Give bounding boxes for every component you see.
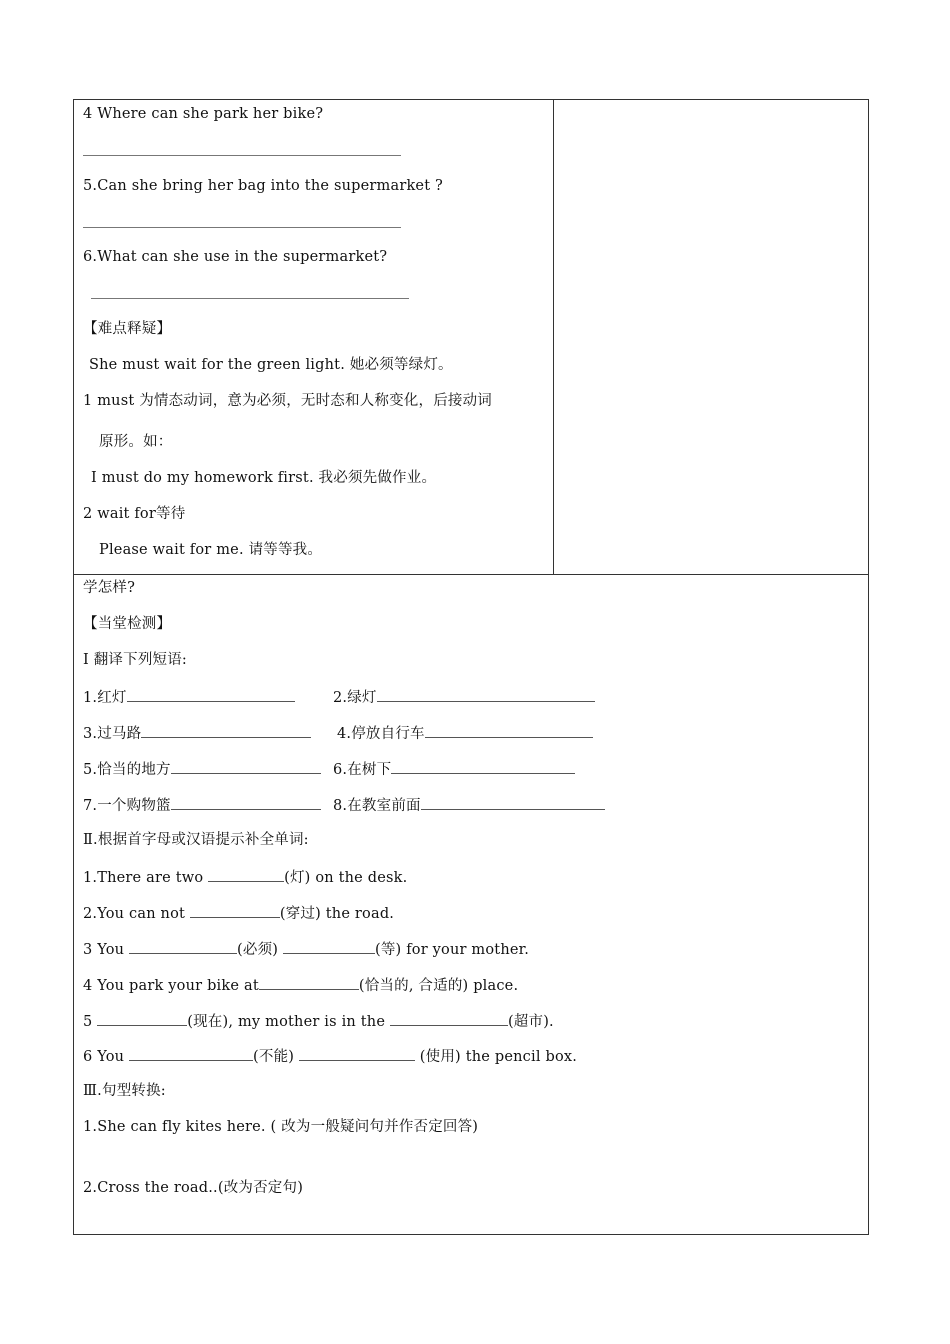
phrase-7: 7.一个购物篮: [83, 795, 321, 815]
phrase-2: 2.绿灯: [333, 687, 595, 707]
column-divider: [553, 100, 554, 575]
blank[interactable]: [377, 687, 595, 702]
blank[interactable]: [283, 939, 375, 954]
note-1-line-b: 原形。如：: [99, 434, 173, 450]
phrase-4: 4.停放自行车: [337, 723, 593, 743]
row-divider: [74, 574, 868, 575]
question-5: 5.Can she bring her bag into the supermarket ?: [83, 178, 444, 194]
blank[interactable]: [171, 759, 321, 774]
blank[interactable]: [390, 1011, 508, 1026]
phrase-5: 5.恰当的地方: [83, 759, 321, 779]
transform-2: 2.Cross the road..(改为否定句): [83, 1180, 304, 1196]
blank[interactable]: [171, 795, 321, 810]
question-6: 6.What can she use in the supermarket?: [83, 249, 388, 265]
blank[interactable]: [425, 723, 593, 738]
blank[interactable]: [97, 1011, 187, 1026]
transform-1: 1.She can fly kites here. ( 改为一般疑问句并作否定回答): [83, 1119, 479, 1135]
answer-line-6[interactable]: [91, 298, 409, 299]
difficulty-title: 【难点释疑】: [83, 321, 172, 337]
note-1-example: I must do my homework first. 我必须先做作业。: [91, 470, 437, 486]
fill-5: 5 (现在), my mother is in the (超市).: [83, 1011, 554, 1031]
blank[interactable]: [127, 687, 295, 702]
section-1-title: Ⅰ 翻译下列短语:: [83, 652, 188, 668]
learn-label: 学怎样?: [83, 580, 136, 596]
fill-6: 6 You (不能) (使用) the pencil box.: [83, 1046, 577, 1066]
phrase-6: 6.在树下: [333, 759, 575, 779]
note-2-example: Please wait for me. 请等等我。: [99, 542, 323, 558]
fill-1: 1.There are two (灯) on the desk.: [83, 867, 407, 887]
question-4: 4 Where can she park her bike?: [83, 106, 324, 122]
blank[interactable]: [391, 759, 575, 774]
blank[interactable]: [141, 723, 311, 738]
blank[interactable]: [299, 1046, 415, 1061]
fill-2: 2.You can not (穿过) the road.: [83, 903, 394, 923]
phrase-8: 8.在教室前面: [333, 795, 605, 815]
blank[interactable]: [129, 939, 237, 954]
blank[interactable]: [208, 867, 284, 882]
fill-4: 4 You park your bike at (恰当的, 合适的) place.: [83, 975, 518, 995]
phrase-3: 3.过马路: [83, 723, 311, 743]
worksheet-table: [73, 99, 869, 1235]
blank[interactable]: [421, 795, 605, 810]
blank[interactable]: [129, 1046, 253, 1061]
phrase-1: 1.红灯: [83, 687, 295, 707]
example-sentence: She must wait for the green light. 她必须等绿灯。: [89, 357, 453, 373]
fill-3: 3 You (必须) (等) for your mother.: [83, 939, 529, 959]
check-title: 【当堂检测】: [83, 616, 172, 632]
answer-line-5[interactable]: [83, 227, 401, 228]
note-2: 2 wait for等待: [83, 506, 186, 522]
answer-line-4[interactable]: [83, 155, 401, 156]
blank[interactable]: [259, 975, 359, 990]
note-1-line-a: 1 must 为情态动词，意为必须，无时态和人称变化，后接动词: [83, 393, 492, 409]
section-2-title: Ⅱ.根据首字母或汉语提示补全单词:: [83, 832, 309, 848]
section-3-title: Ⅲ.句型转换:: [83, 1083, 166, 1099]
blank[interactable]: [190, 903, 280, 918]
